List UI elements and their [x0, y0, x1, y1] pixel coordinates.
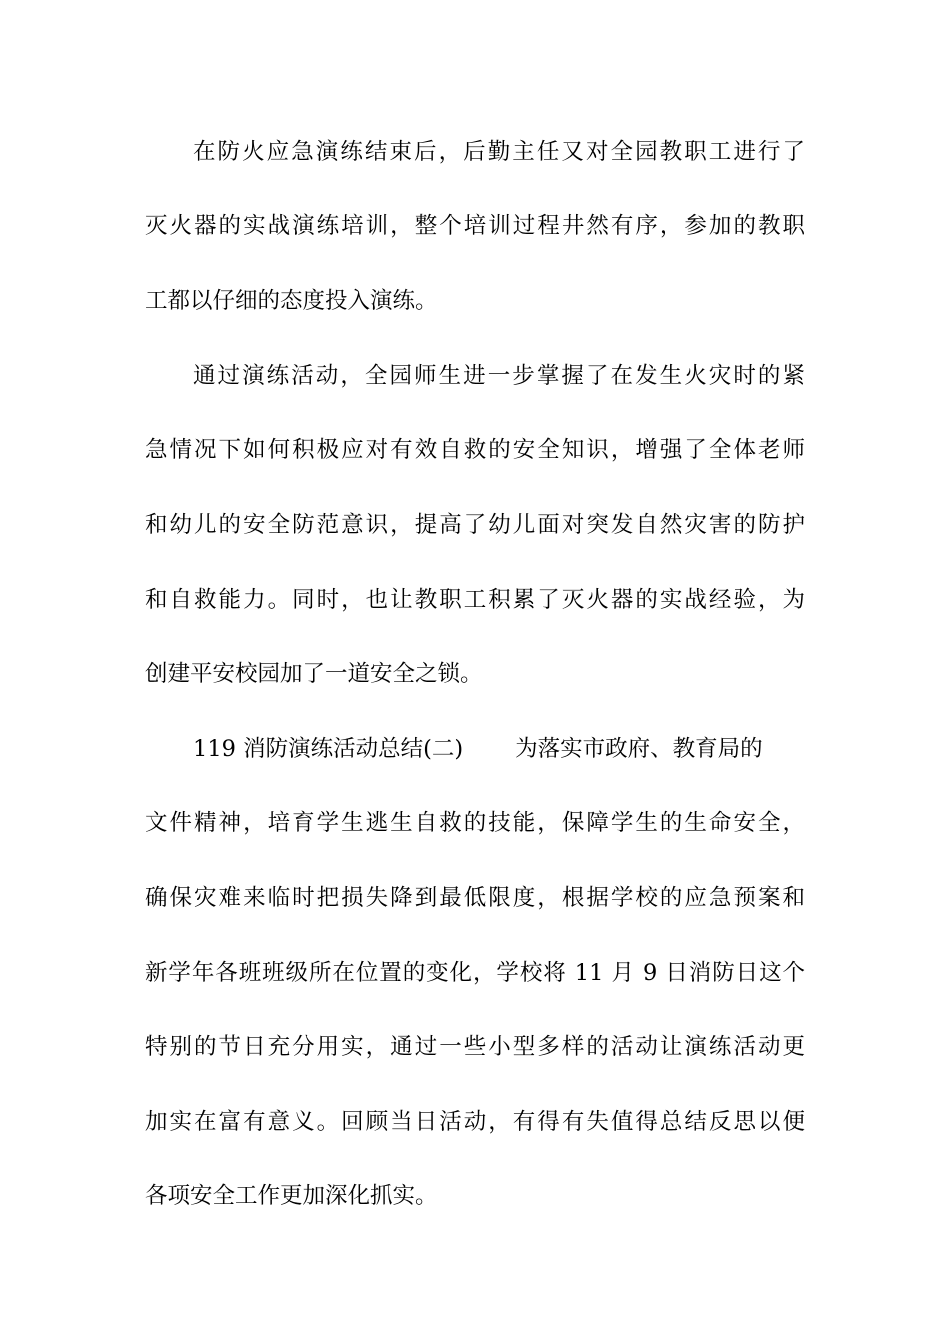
section-title: 119 消防演练活动总结(二): [193, 736, 464, 762]
paragraph-line: 文件精神，培育学生逃生自救的技能，保障学生的生命安全，: [145, 810, 805, 836]
paragraph-line: 急情况下如何积极应对有效自救的安全知识，增强了全体老师: [145, 437, 805, 463]
paragraph-line: 工都以仔细的态度投入演练。: [145, 288, 438, 314]
paragraph-line: 创建平安校园加了一道安全之锁。: [145, 661, 483, 687]
paragraph-line: 新学年各班班级所在位置的变化，学校将 11 月 9 日消防日这个: [145, 960, 805, 986]
paragraph-line: 通过演练活动，全园师生进一步掌握了在发生火灾时的紧: [193, 363, 805, 389]
paragraph-line: 在防火应急演练结束后，后勤主任又对全园教职工进行了: [193, 139, 805, 165]
paragraph-start: 为落实市政府、教育局的: [515, 736, 763, 762]
section-heading-line: [193, 734, 805, 764]
paragraph-line: 和幼儿的安全防范意识，提高了幼儿面对突发自然灾害的防护: [145, 512, 805, 538]
paragraph-line: 加实在富有意义。回顾当日活动，有得有失值得总结反思以便: [145, 1109, 805, 1135]
paragraph-line: 确保灾难来临时把损失降到最低限度，根据学校的应急预案和: [145, 885, 805, 911]
paragraph-line: 特别的节日充分用实，通过一些小型多样的活动让演练活动更: [145, 1034, 805, 1060]
paragraph-line: 各项安全工作更加深化抓实。: [145, 1183, 438, 1209]
paragraph-line: 和自救能力。同时，也让教职工积累了灭火器的实战经验，为: [145, 587, 805, 613]
paragraph-line: 灭火器的实战演练培训，整个培训过程井然有序，参加的教职: [145, 213, 805, 239]
